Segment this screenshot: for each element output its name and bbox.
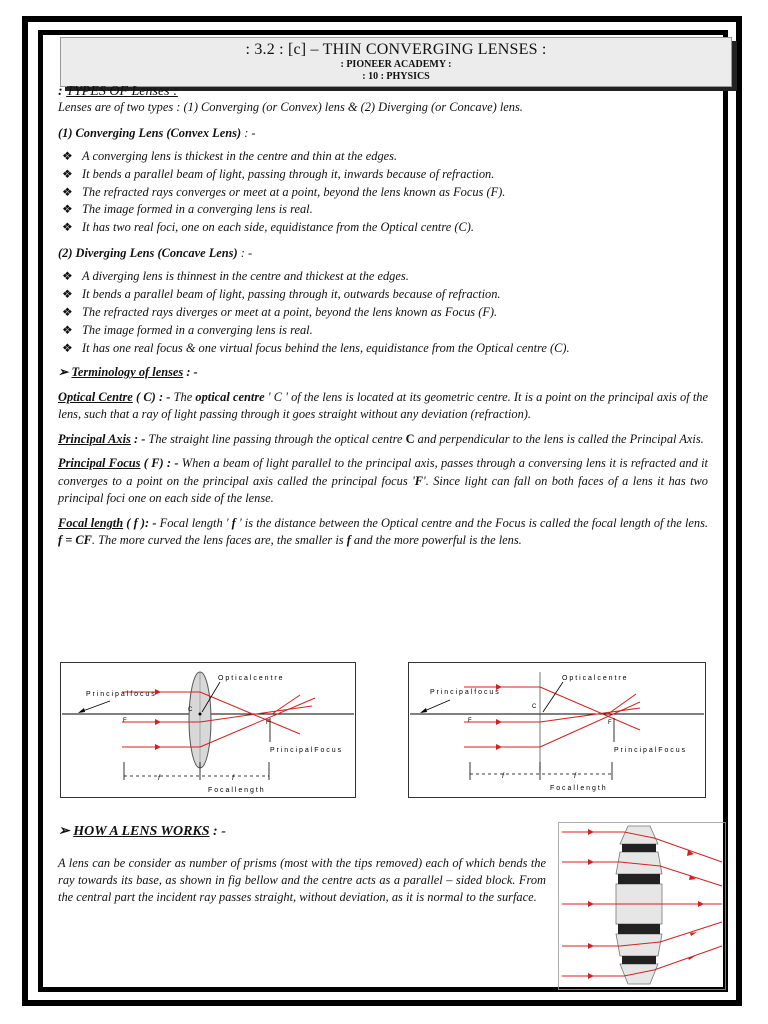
main-content: [58, 84, 708, 550]
principal-focus-label: P r i n c i p a l f o c u s: [430, 689, 499, 696]
list-item: ❖ It bends a parallel beam of light, passing through it, outwards because of refraction.: [62, 287, 501, 302]
list-item: ❖ The refracted rays diverges or meet at a point, beyond the lens known as Focus (F).: [62, 305, 498, 320]
focal-length-label: F o c a l l e n g t h: [208, 787, 264, 794]
converging-heading: (1) Converging Lens (Convex Lens) : -: [58, 125, 256, 140]
principal-focus-label-right: P r i n c i p a l F o c u s: [614, 747, 686, 754]
principal-focus-label-right: P r i n c i p a l F o c u s: [270, 747, 342, 754]
focal-length-symbol: f: [502, 773, 504, 780]
focus-label-right: F: [266, 720, 270, 726]
focus-label-left: F: [123, 718, 127, 724]
centre-label: C: [188, 707, 193, 713]
list-item: ❖ It has two real foci, one on each side, equidistance from the Optical centre (C).: [62, 220, 474, 235]
focal-length-symbol: f: [574, 773, 576, 780]
types-heading: : TYPES OF Lenses :: [58, 84, 178, 99]
academy-name: : PIONEER ACADEMY :: [340, 59, 452, 70]
focal-length-symbol: f: [232, 775, 234, 782]
list-item: ❖ The image formed in a converging lens is real.: [62, 322, 313, 337]
class-subject: : 10 : PHYSICS: [362, 71, 430, 82]
principal-focus-label: P r i n c i p a l f o c u s: [86, 691, 155, 698]
convex-lens-diagram: [60, 662, 356, 798]
list-item: ❖ The image formed in a converging lens is real.: [62, 202, 313, 217]
list-item: ❖ A diverging lens is thinnest in the centre and thickest at the edges.: [62, 269, 409, 284]
list-item: ❖ A converging lens is thickest in the centre and thin at the edges.: [62, 149, 398, 163]
lens-diagram-2: [408, 662, 706, 798]
diverging-heading: (2) Diverging Lens (Concave Lens) : -: [58, 245, 253, 260]
focal-length-definition: Focal length ( f ): - Focal length ' f ' is the distance between the Optical centre and the Focus is called the focal length of the lens. f = CF. The more curved the lens faces are, the smaller is f and the more powerful is the lens.: [58, 515, 708, 548]
how-lens-works-text: A lens can be consider as number of prisms (most with the tips removed) each of which bends the ray towards its base, as shown in fig bellow and the centre acts as a parallel – sided block. From the central part the incident ray passes straight, without deviation, as it is normal to the surface.: [58, 856, 546, 905]
prism-lens-diagram: [558, 822, 726, 990]
focus-label-right: F: [608, 720, 612, 726]
optical-centre-label: O p t i c a l c e n t r e: [562, 675, 627, 682]
how-lens-works-heading: ➢ HOW A LENS WORKS : -: [58, 824, 226, 839]
header-banner: [60, 37, 732, 87]
types-intro: Lenses are of two types : (1) Converging (or Convex) lens & (2) Diverging (or Concave) lens.: [58, 100, 523, 114]
focus-label-left: F: [468, 718, 472, 724]
terminology-heading: ➢ Terminology of lenses : -: [58, 365, 198, 380]
principal-axis-definition: Principal Axis : - The straight line passing through the optical centre C and perpendicular to the lens is called the Principal Axis.: [58, 431, 704, 446]
diverging-list: [62, 268, 708, 357]
principal-focus-definition: Principal Focus ( F) : - When a beam of light parallel to the principal axis, passes through a conversing lens it is refracted and it converges to a point on the principal axis called the principal focus 'F'. Since light can fall on both faces of a lens it has two principal foci one on each side of the lense.: [58, 456, 708, 506]
focal-length-label: F o c a l l e n g t h: [550, 785, 606, 792]
list-item: ❖ It has one real focus & one virtual focus behind the lens, equidistance from the Optical centre (C).: [62, 340, 570, 355]
list-item: ❖ The refracted rays converges or meet at a point, beyond the lens known as Focus (F).: [62, 184, 506, 199]
page-title: : 3.2 : [c] – THIN CONVERGING LENSES :: [245, 41, 547, 58]
converging-list: [62, 148, 708, 237]
optical-centre-label: O p t i c a l c e n t r e: [218, 675, 283, 682]
optical-centre-definition: Optical Centre ( C) : - The optical centre ' C ' of the lens is located at its geometric centre. It is a point on the principal axis of the lens, such that a ray of light passing through it goes straight without any deviation (refraction).: [58, 389, 708, 422]
list-item: ❖ It bends a parallel beam of light, passing through it, inwards because of refraction.: [62, 166, 495, 181]
centre-label: C: [532, 704, 537, 710]
focal-length-symbol: f: [158, 775, 160, 782]
